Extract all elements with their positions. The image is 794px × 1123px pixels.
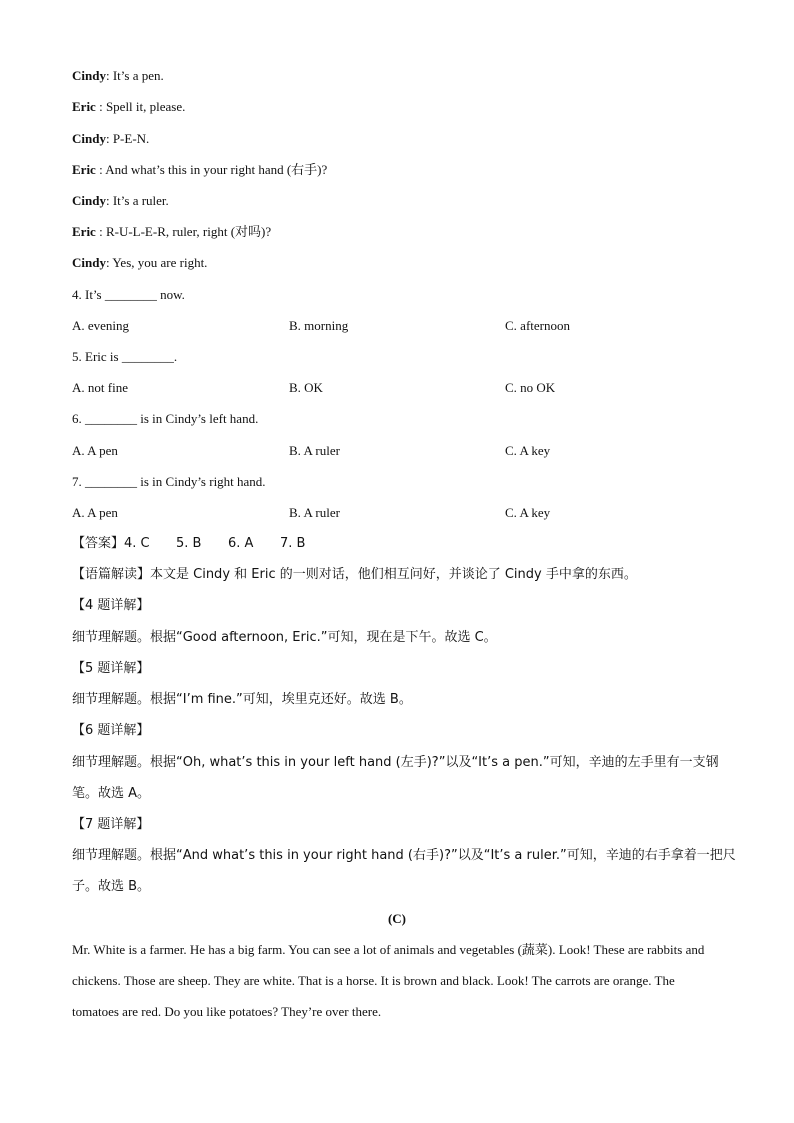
option-a: A. not fine bbox=[72, 380, 128, 395]
speaker-name: Cindy bbox=[72, 255, 106, 270]
option-a: A. A pen bbox=[72, 505, 118, 520]
dialogue-line bbox=[72, 130, 149, 148]
section-title: (C) bbox=[387, 911, 407, 926]
answer-key bbox=[72, 535, 305, 553]
dialogue-text: : And what’s this in your right hand (右手)? bbox=[95, 162, 328, 177]
detail-body: 细节理解题。根据“Good afternoon, Eric.”可知，现在是下午。故选 C。 bbox=[72, 630, 497, 645]
question-stem: 6. ________ is in Cindy’s left hand. bbox=[72, 411, 259, 426]
detail-heading: 【7 题详解】 bbox=[72, 817, 150, 832]
detail-body: 细节理解题。根据“Oh, what’s this in your left hand (左手)?”以及“It’s a pen.”可知，辛迪的左手里有一支钢 bbox=[72, 755, 719, 770]
dialogue-line bbox=[72, 67, 164, 85]
option-c: C. A key bbox=[505, 505, 551, 520]
dialogue-line bbox=[72, 98, 185, 116]
option-c: C. afternoon bbox=[505, 318, 570, 333]
answer-item: 5. B bbox=[176, 536, 202, 551]
speaker-name: Cindy bbox=[72, 193, 106, 208]
option-a: A. evening bbox=[72, 318, 130, 333]
dialogue-text: : Spell it, please. bbox=[95, 99, 186, 114]
answer-item: 6. A bbox=[228, 536, 254, 551]
question-stem: 7. ________ is in Cindy’s right hand. bbox=[72, 474, 266, 489]
speaker-name: Eric bbox=[72, 162, 96, 177]
option-a: A. A pen bbox=[72, 443, 118, 458]
speaker-name: Cindy bbox=[72, 68, 106, 83]
passage-summary: 【语篇解读】本文是 Cindy 和 Eric 的一则对话，他们相互问好，并谈论了 Cindy 手中拿的东西。 bbox=[72, 567, 637, 582]
answer-label: 【答案】 bbox=[72, 536, 125, 551]
dialogue-line bbox=[72, 254, 207, 272]
option-b: B. A ruler bbox=[289, 505, 340, 520]
answer-item: 7. B bbox=[280, 536, 306, 551]
option-c: C. no OK bbox=[505, 380, 556, 395]
option-c: C. A key bbox=[505, 443, 551, 458]
dialogue-line bbox=[72, 192, 169, 210]
dialogue-text: : P-E-N. bbox=[105, 131, 150, 146]
option-b: B. A ruler bbox=[289, 443, 340, 458]
dialogue-text: : Yes, you are right. bbox=[105, 255, 208, 270]
detail-heading: 【5 题详解】 bbox=[72, 661, 150, 676]
detail-heading: 【4 题详解】 bbox=[72, 598, 150, 613]
speaker-name: Eric bbox=[72, 99, 96, 114]
detail-body-continued: 笔。故选 A。 bbox=[72, 786, 151, 801]
detail-body-continued: 子。故选 B。 bbox=[72, 879, 151, 894]
dialogue-line bbox=[72, 223, 271, 241]
speaker-name: Cindy bbox=[72, 131, 106, 146]
option-b: B. morning bbox=[289, 318, 349, 333]
section-passage: Mr. White is a farmer. He has a big farm. You can see a lot of animals and vegetables (蔬菜). Look! These are rabbits and chickens. Those are sheep. They are white. That is a horse. It is brown and black. Look! The carrots are orange. The tomatoes are red. Do you like potatoes? They’re over there. bbox=[72, 942, 705, 1019]
detail-heading: 【6 题详解】 bbox=[72, 723, 150, 738]
detail-body: 细节理解题。根据“And what’s this in your right hand (右手)?”以及“It’s a ruler.”可知，辛迪的右手拿着一把尺 bbox=[72, 848, 736, 863]
question-stem: 4. It’s ________ now. bbox=[72, 287, 185, 302]
answer-item: 4. C bbox=[124, 536, 150, 551]
detail-body: 细节理解题。根据“I’m fine.”可知，埃里克还好。故选 B。 bbox=[72, 692, 412, 707]
question-stem: 5. Eric is ________. bbox=[72, 349, 178, 364]
speaker-name: Eric bbox=[72, 224, 96, 239]
dialogue-text: : It’s a pen. bbox=[105, 68, 164, 83]
option-b: B. OK bbox=[289, 380, 323, 395]
dialogue-text: : It’s a ruler. bbox=[105, 193, 169, 208]
dialogue-text: : R-U-L-E-R, ruler, right (对吗)? bbox=[95, 224, 272, 239]
dialogue-line bbox=[72, 161, 327, 179]
